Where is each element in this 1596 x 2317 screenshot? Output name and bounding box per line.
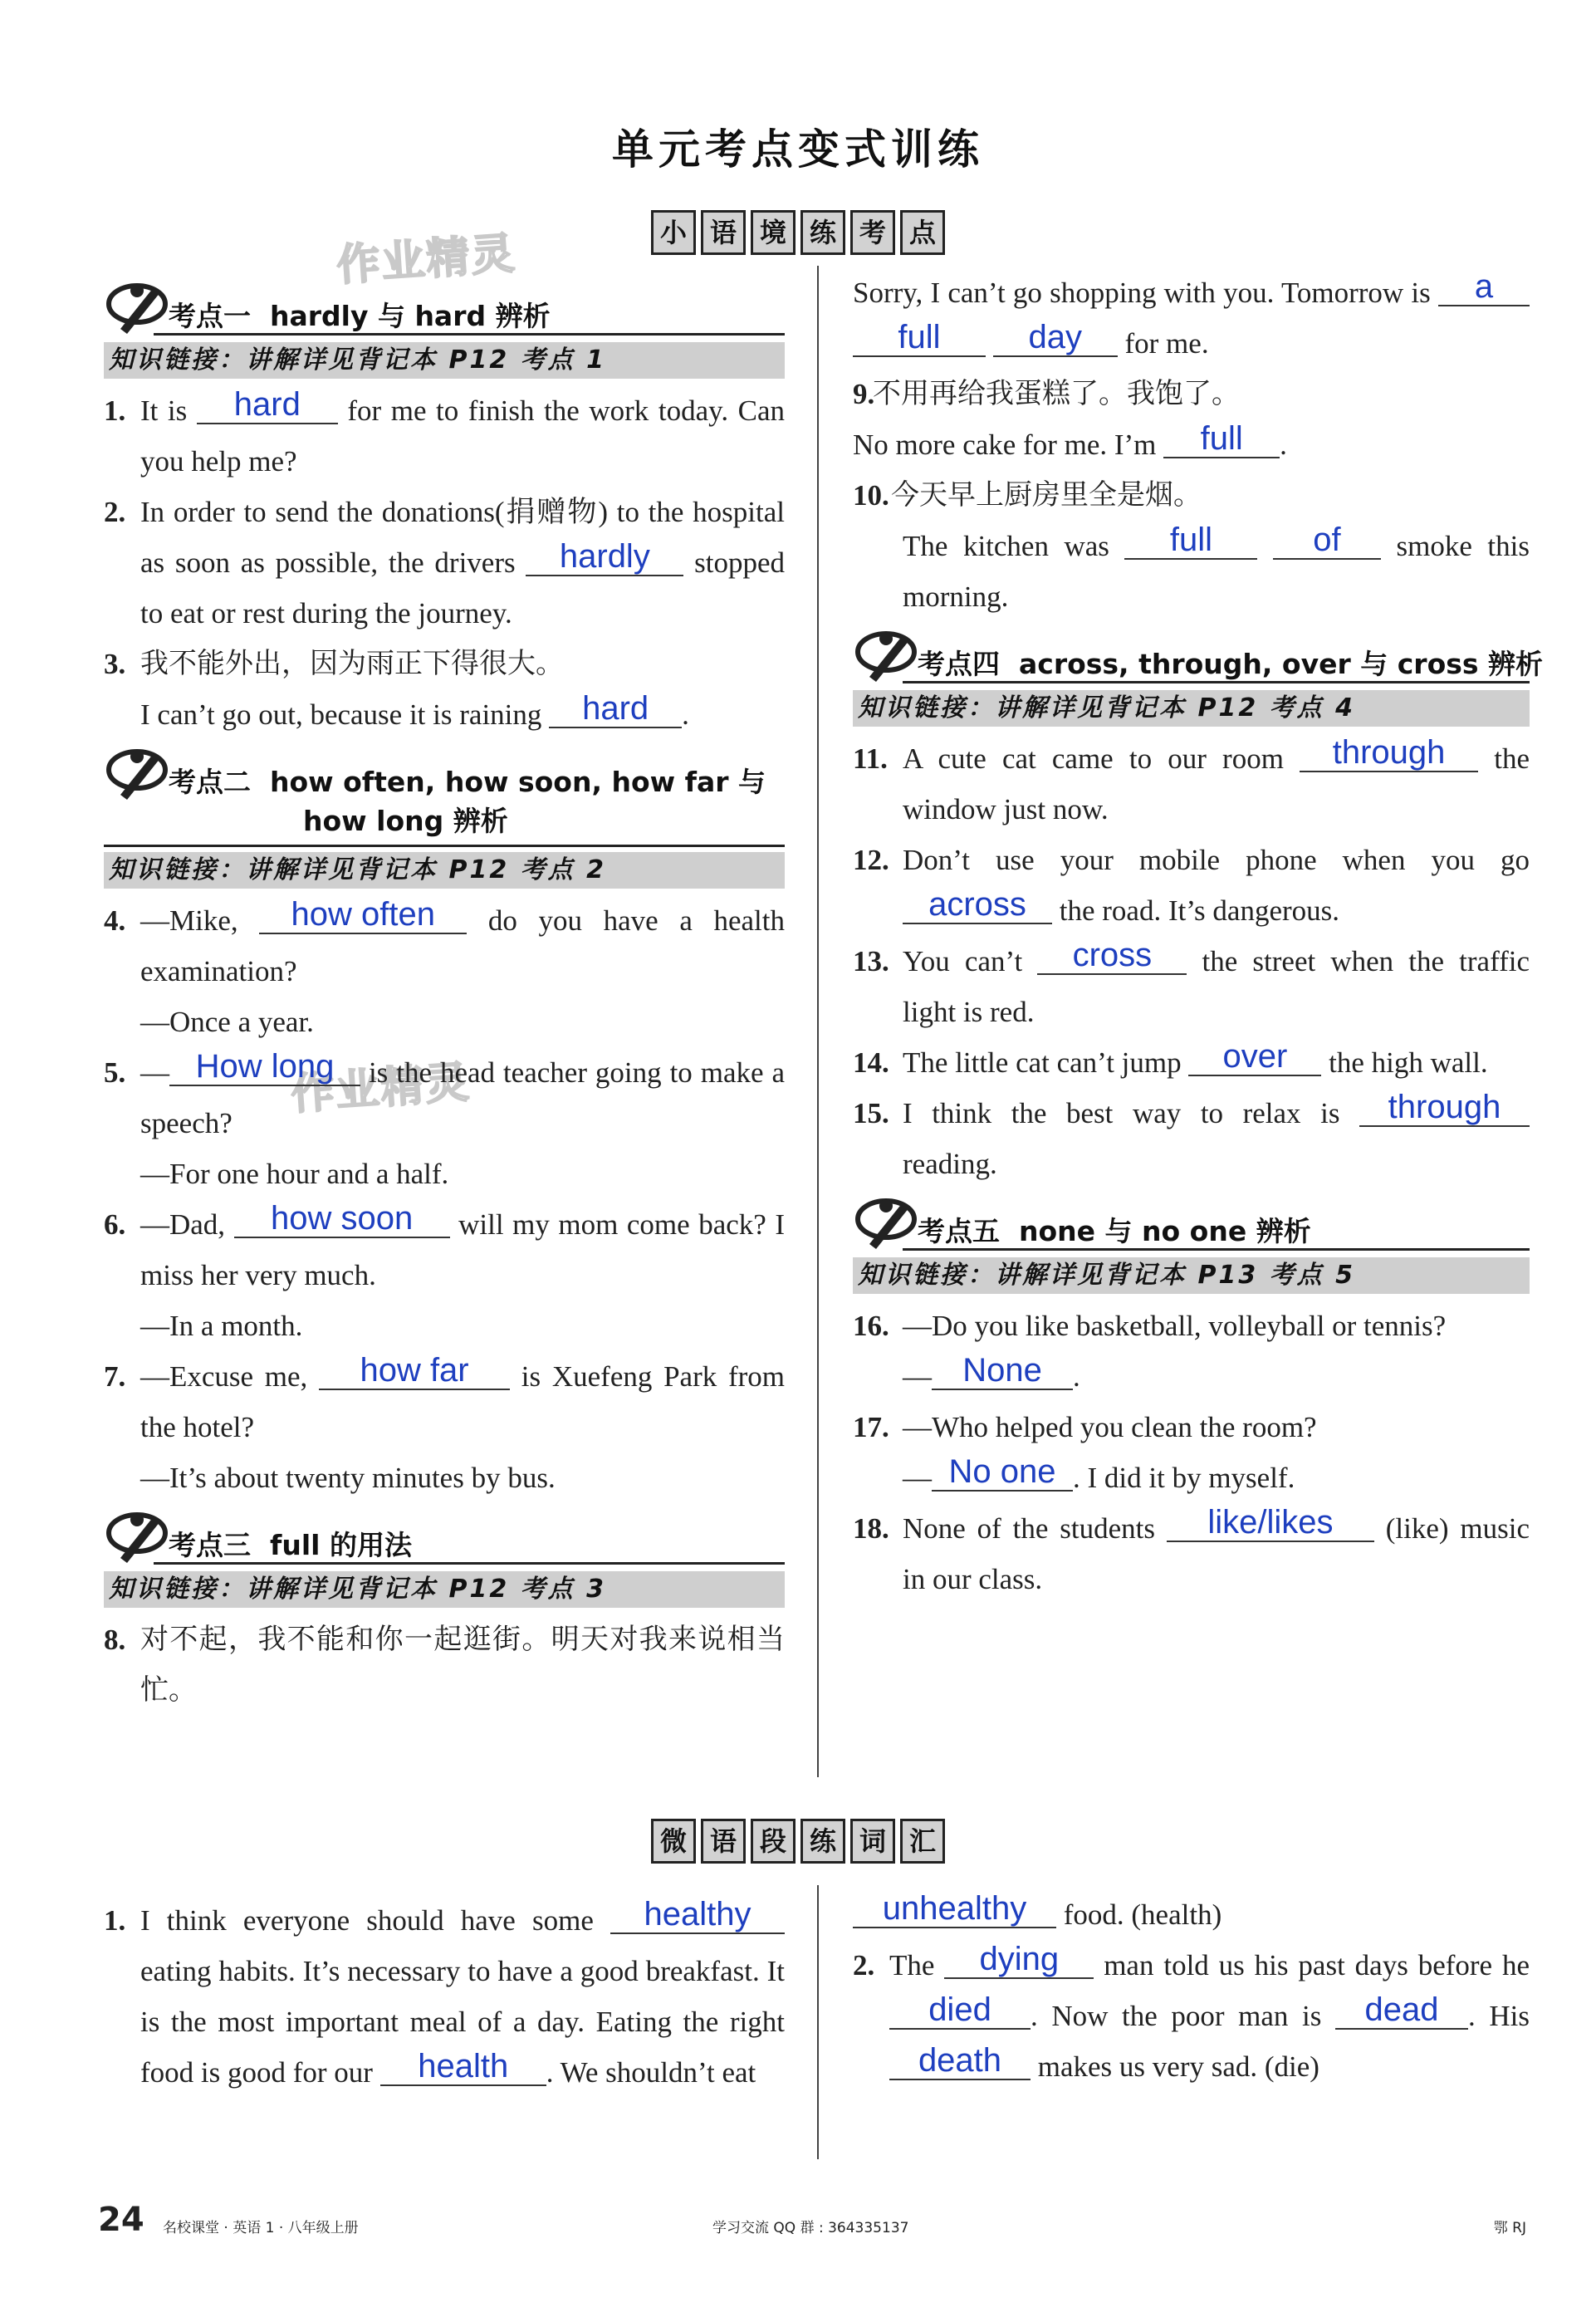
- question-8: 8. 对不起，我不能和你一起逛街。明天对我来说相当忙。: [104, 1623, 785, 1707]
- section-title-char: 语: [701, 210, 746, 255]
- question-8-continued: Sorry, I can’t go shopping with you. Tomorrow is a full day for me.: [853, 267, 1530, 369]
- topic-label: 考点三: [169, 1529, 251, 1561]
- question-3: 3. 我不能外出，因为雨正下得很大。 I can’t go out, because it is raining hard .: [104, 647, 689, 731]
- answer-blank: over: [1188, 1038, 1321, 1076]
- question-17: 17. —Who helped you clean the room? — No one . I did it by myself.: [853, 1411, 1317, 1494]
- answer-blank: healthy: [610, 1896, 785, 1934]
- topic-label: 考点一: [169, 300, 251, 332]
- section-title-context-practice: [0, 210, 1596, 255]
- answer-blank: health: [380, 2048, 546, 2086]
- passage-1-continued: unhealthy food. (health): [853, 1889, 1530, 1940]
- knowledge-link: 知识链接：讲解详见背记本 P12 考点 4: [853, 690, 1530, 727]
- topic-title: none 与 no one 辨析: [1018, 1215, 1311, 1247]
- question-7: 7. —Excuse me, how far is Xuefeng Park from the hotel? —It’s about twenty minutes by bus.: [104, 1352, 786, 1494]
- topic-header-2-continued: how long 辨析: [104, 798, 785, 847]
- section-title-char: 语: [701, 1819, 746, 1864]
- answer-blank: unhealthy: [853, 1890, 1056, 1928]
- section-title-char: 汇: [900, 1819, 945, 1864]
- answer-blank: hardly: [526, 538, 683, 576]
- answer-blank: full: [1124, 522, 1257, 560]
- passage-1: 1. I think everyone should have some healthy eating habits. It’s necessary to have a good breakfast. It is the most important meal of a day. Eating the right food is good for our health . We shouldn’t eat: [104, 1896, 785, 2089]
- question-11: 11. A cute cat came to our room through the window just now.: [853, 734, 1530, 825]
- answer-blank: dead: [1335, 1991, 1468, 2030]
- section-title-char: 考: [850, 210, 895, 255]
- question-2: 2. In order to send the donations(捐赠物) to the hospital as soon as possible, the drivers hardly stopped to eat or rest during the journey.: [104, 496, 785, 629]
- answer-blank: day: [993, 319, 1118, 357]
- answer-blank: full: [853, 319, 986, 357]
- left-column: [104, 274, 785, 1716]
- knowledge-link: 知识链接：讲解详见背记本 P12 考点 3: [104, 1571, 785, 1608]
- answer-blank: through: [1300, 734, 1478, 772]
- knowledge-link: 知识链接：讲解详见背记本 P13 考点 5: [853, 1257, 1530, 1294]
- answer-blank: died: [889, 1991, 1031, 2030]
- knowledge-link: 知识链接：讲解详见背记本 P12 考点 2: [104, 852, 785, 889]
- answer-blank: like/likes: [1167, 1504, 1374, 1542]
- answer-blank: how often: [259, 896, 467, 934]
- page-footer: [98, 2201, 1526, 2251]
- watermark: 作业精灵: [335, 228, 518, 291]
- pen-icon: [104, 1508, 170, 1566]
- topic-header-4: [853, 627, 1544, 685]
- question-15: 15. I think the best way to relax is through reading.: [853, 1088, 1530, 1189]
- pen-icon: [853, 1194, 919, 1252]
- answer-blank: cross: [1037, 937, 1187, 975]
- topic-title: across, through, over 与 cross 辨析: [1018, 648, 1544, 680]
- section-title-char: 境: [751, 210, 796, 255]
- question-14: 14. The little cat can’t jump over the high wall.: [853, 1038, 1488, 1079]
- qq-group: 学习交流 QQ 群 : 364335137: [712, 2220, 909, 2236]
- column-divider: [817, 1885, 819, 2159]
- question-10: 10. 今天早上厨房里全是烟。 The kitchen was full of smoke this morning.: [853, 478, 1530, 613]
- answer-blank: across: [903, 886, 1052, 924]
- question-12: 12. Don’t use your mobile phone when you go across the road. It’s dangerous.: [853, 844, 1530, 927]
- section-title-char: 段: [751, 1819, 796, 1864]
- question-5: 5. — How long is the head teacher going to make a speech? —For one hour and a half.: [104, 1048, 786, 1190]
- right-column: [853, 267, 1544, 1604]
- passage-2: unhealthy food. (health) 2. The dying man told us his past days before he died . Now the poor man is dead . His death makes us very sad. (die): [853, 1890, 1530, 2083]
- question-6: 6. —Dad, how soon will my mom come back? I miss her very much. —In a month.: [104, 1200, 786, 1342]
- page-title: 单元考点变式训练: [612, 125, 984, 174]
- knowledge-link: 知识链接：讲解详见背记本 P12 考点 1: [104, 342, 785, 379]
- topic-label: 考点四: [918, 648, 1000, 680]
- column-divider: [817, 266, 819, 1777]
- answer-blank: How long: [169, 1048, 360, 1086]
- answer-blank: of: [1273, 522, 1381, 560]
- topic-title: hardly 与 hard 辨析: [269, 300, 551, 332]
- answer-blank: No one: [932, 1453, 1073, 1492]
- page-number: 24: [98, 2201, 144, 2239]
- section-title-char: 练: [800, 1819, 845, 1864]
- section-title-char: 词: [850, 1819, 895, 1864]
- topic-header-3: [104, 1508, 785, 1566]
- topic-label: 考点二: [169, 766, 251, 798]
- topic-title: full 的用法: [269, 1529, 412, 1561]
- pen-icon: [853, 627, 919, 685]
- question-1: 1. It is hard for me to finish the work today. Can you help me?: [104, 386, 786, 478]
- question-16: 16. —Do you like basketball, volleyball or tennis? — None .: [853, 1310, 1447, 1393]
- topic-title: how often, how soon, how far 与: [269, 766, 766, 798]
- answer-blank: hard: [549, 690, 682, 728]
- question-4: 4. —Mike, how often do you have a health examination? —Once a year.: [104, 896, 786, 1038]
- topic-header-2: [104, 745, 785, 798]
- answer-blank: hard: [197, 386, 338, 424]
- pen-icon: [104, 745, 170, 803]
- section-title-char: 点: [900, 210, 945, 255]
- answer-blank: through: [1359, 1089, 1530, 1127]
- question-9: 9. 不用再给我蛋糕了。我饱了。 No more cake for me. I’m full .: [853, 377, 1287, 461]
- question-18: 18. None of the students like/likes (like) music in our class.: [853, 1504, 1530, 1595]
- answer-blank: None: [932, 1352, 1073, 1390]
- topic-label: 考点五: [918, 1215, 1000, 1247]
- answer-blank: full: [1163, 420, 1280, 458]
- book-series: 名校课堂 · 英语 1 · 八年级上册: [163, 2220, 359, 2236]
- answer-blank: how far: [319, 1352, 510, 1390]
- pen-icon: [104, 279, 170, 337]
- topic-header-5: [853, 1194, 1530, 1252]
- section-title-char: 微: [651, 1819, 696, 1864]
- section-title-char: 小: [651, 210, 696, 255]
- question-13: 13. You can’t cross the street when the traffic light is red.: [853, 937, 1530, 1028]
- answer-blank: how soon: [234, 1200, 450, 1238]
- edition-badge: 鄂 RJ: [1493, 2220, 1526, 2236]
- topic-header-1: [104, 279, 785, 337]
- section-title-char: 练: [800, 210, 845, 255]
- answer-blank: death: [889, 2042, 1031, 2080]
- section-title-vocabulary: [0, 1819, 1596, 1864]
- answer-blank: a: [1438, 268, 1530, 306]
- watermark: 作业精灵: [289, 1057, 472, 1120]
- answer-blank: dying: [944, 1941, 1094, 1979]
